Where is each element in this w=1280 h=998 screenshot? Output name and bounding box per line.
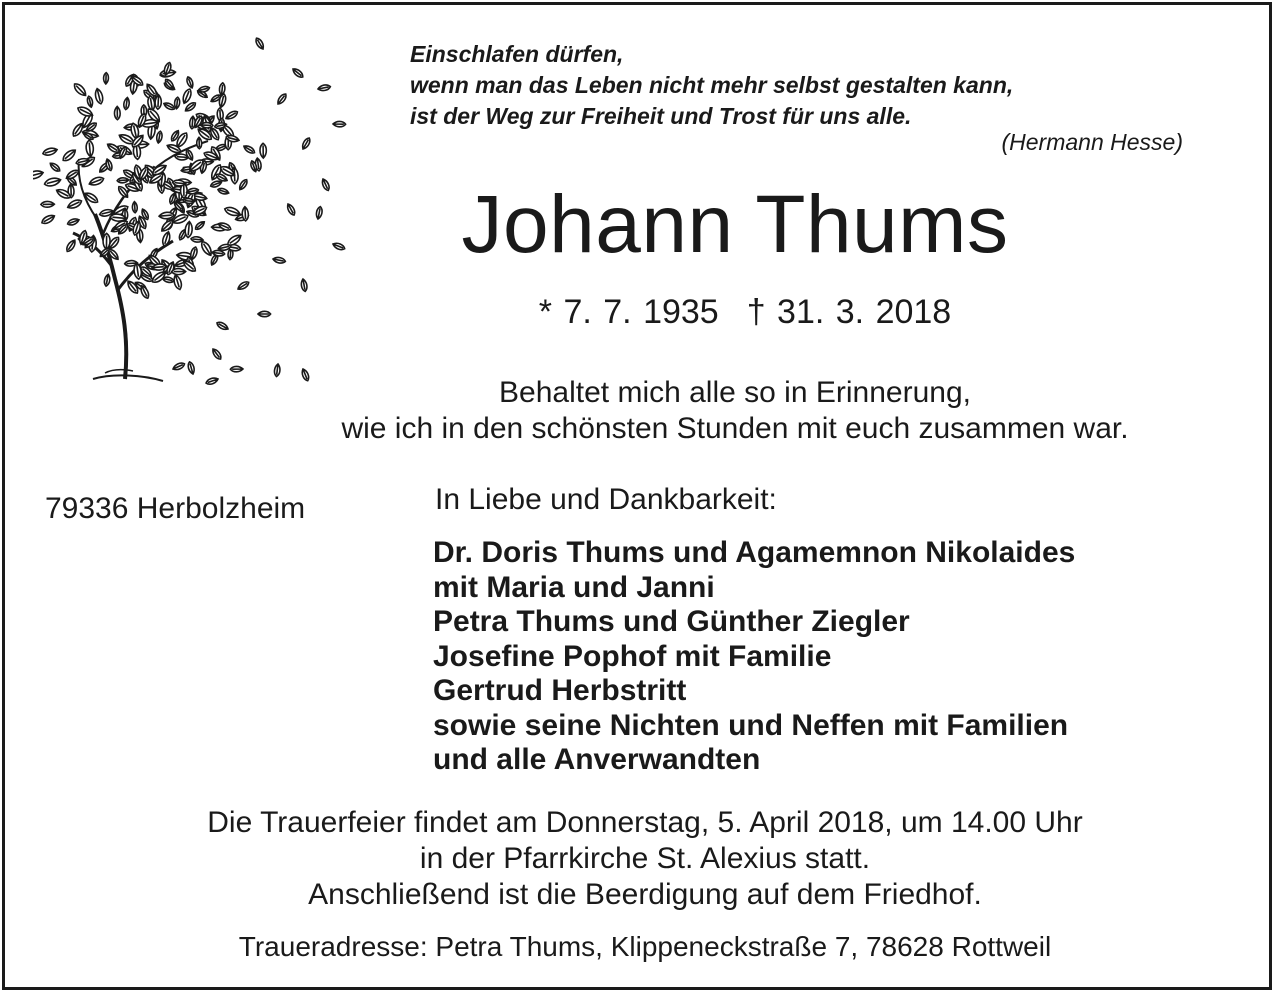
leaf-shape <box>61 148 77 163</box>
leaf-shape <box>286 203 297 217</box>
leaf-shape <box>85 140 94 157</box>
mourner-line: Gertrud Herbstritt <box>433 674 687 707</box>
leaf-shape <box>94 88 104 105</box>
leaf-shape <box>191 236 204 243</box>
leaf-shape <box>44 176 62 187</box>
leaf-shape <box>172 274 183 291</box>
leaf-shape <box>260 143 267 158</box>
leaf-shape <box>33 169 44 180</box>
leaf-shape <box>174 97 180 109</box>
mourners-list <box>433 536 1075 778</box>
epitaph-line: Behaltet mich alle so in Erinnerung, <box>499 376 971 409</box>
funeral-service-info <box>65 805 1225 913</box>
quote-line: ist der Weg zur Freiheit und Trost für uns alle. <box>410 103 912 129</box>
leaf-shape <box>139 284 150 299</box>
leaf-shape <box>211 347 223 360</box>
leaf-shape <box>315 206 323 219</box>
leaf-shape <box>41 201 55 207</box>
mourner-line: Petra Thums und Günther Ziegler <box>433 605 910 638</box>
leaf-shape <box>230 366 243 372</box>
windblown-tree-icon <box>33 29 353 389</box>
location: 79336 Herbolzheim <box>45 492 306 525</box>
leaf-shape <box>86 96 93 108</box>
leaf-shape <box>194 220 206 231</box>
mourner-line: und alle Anverwandten <box>433 743 761 776</box>
leaf-shape <box>254 37 265 51</box>
leaf-shape <box>238 178 249 191</box>
service-line: Die Trauerfeier findet am Donnerstag, 5. April 2018, um 14.00 Uhr <box>207 806 1083 839</box>
mourner-line: sowie seine Nichten und Neffen mit Familien <box>433 708 1069 742</box>
leaf-shape <box>242 207 249 222</box>
leaf-shape <box>197 85 210 93</box>
leaf-shape <box>71 122 85 138</box>
leaf-shape <box>103 274 110 287</box>
quote-line: Einschlafen dürfen, <box>410 41 624 67</box>
leaf-shape <box>210 180 223 189</box>
leaf-shape <box>200 122 213 128</box>
leaf-shape <box>237 280 251 291</box>
leaf-shape <box>172 361 186 371</box>
leaf-shape <box>114 106 120 119</box>
leaf-shape <box>199 240 213 257</box>
leaf-shape <box>272 256 285 264</box>
leaf-shape <box>291 67 304 79</box>
leaf-shape <box>300 279 308 292</box>
leaf-shape <box>301 137 312 151</box>
leaf-shape <box>117 177 129 183</box>
leaf-shape <box>332 241 346 251</box>
leaf-shape <box>216 321 230 332</box>
leaf-shape <box>88 175 105 187</box>
leaf-shape <box>217 187 229 195</box>
leaf-shape <box>317 84 330 92</box>
leaf-shape <box>172 269 186 275</box>
epitaph <box>205 375 1265 447</box>
leaf-shape <box>49 161 62 173</box>
leaf-shape <box>225 109 239 120</box>
leaf-shape <box>72 82 88 98</box>
leaf-shape <box>123 97 130 110</box>
leaf-shape <box>181 88 193 105</box>
leaf-shape <box>183 198 195 204</box>
life-dates <box>475 293 1015 332</box>
quote-author: (Hermann Hesse) <box>1001 129 1183 155</box>
leaf-shape <box>67 217 80 226</box>
leaf-shape <box>187 361 196 375</box>
leaf-shape <box>276 92 288 105</box>
mourner-line: Dr. Doris Thums und Agamemnon Nikolaides <box>433 536 1076 569</box>
leaf-shape <box>243 144 256 155</box>
epitaph-line: wie ich in den schönsten Stunden mit euch zusammen war. <box>341 412 1129 445</box>
service-line: in der Pfarrkirche St. Alexius statt. <box>419 842 871 875</box>
leaf-shape <box>163 101 176 111</box>
leaf-shape <box>65 239 77 253</box>
mourner-line: Josefine Pophof mit Familie <box>433 639 832 673</box>
leaf-shape <box>42 147 58 157</box>
deceased-name: Johann Thums <box>461 179 1009 270</box>
thanks-heading: In Liebe und Dankbarkeit: <box>435 483 777 516</box>
leaf-shape <box>186 76 195 89</box>
death-date: † 31. 3. 2018 <box>746 293 952 331</box>
service-line: Anschließend ist die Beerdigung auf dem Friedhof. <box>308 878 982 911</box>
obituary-card <box>2 2 1272 990</box>
leaf-shape <box>103 73 108 85</box>
mourner-line: mit Maria und Janni <box>433 570 715 604</box>
leaf-shape <box>321 178 331 192</box>
birth-date: * 7. 7. 1935 <box>538 293 719 331</box>
leaf-shape <box>185 221 193 238</box>
quote <box>410 39 1185 132</box>
leaf-shape <box>40 213 55 225</box>
leaf-shape <box>66 198 83 210</box>
quote-line: wenn man das Leben nicht mehr selbst gestalten kann, <box>410 72 1014 98</box>
leaf-shape <box>132 201 138 213</box>
leaf-shape <box>197 137 202 149</box>
leaf-shape <box>156 131 163 144</box>
leaf-shape <box>333 121 346 127</box>
mourning-address: Traueradresse: Petra Thums, Klippeneckstraße 7, 78628 Rottweil <box>238 931 1052 962</box>
leaf-shape <box>258 311 271 316</box>
